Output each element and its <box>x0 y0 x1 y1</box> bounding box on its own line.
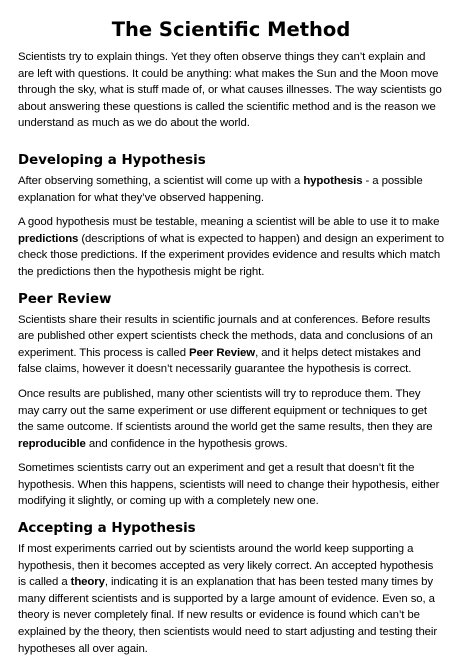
text-run: - a possible explanation for what they’ve observed happening. <box>18 174 423 204</box>
keyword-reproducible: reproducible <box>18 437 86 450</box>
text-run: and confidence in the hypothesis grows. <box>85 437 288 450</box>
developing-paragraph-2 <box>18 214 444 280</box>
spacer <box>18 142 444 152</box>
keyword-hypothesis: hypothesis <box>303 174 363 187</box>
accepting-hypothesis-section <box>18 520 444 657</box>
developing-hypothesis-section <box>18 152 444 281</box>
text-run: If most experiments carried out by scientists around the world keep supporting a hypothesis, then it becomes accepted as very likely correct. An accepted hypothesis is called a <box>18 543 434 589</box>
section-heading-accepting: Accepting a Hypothesis <box>18 521 196 537</box>
text-run: Once results are published, many other scientists will try to reproduce them. They may carry out the same experiment or use different equipment or techniques to get the same outcome. If scientists around the world get the same results, then they are <box>18 387 433 434</box>
page-title: The Scientific Method <box>111 18 351 41</box>
keyword-theory: theory <box>70 576 105 589</box>
text-run: (descriptions of what is expected to happen) and design an experiment to check those predictions. If the experiment provides evidence and results which match the predictions then the hypothesis might be right. <box>18 232 444 278</box>
peer-review-paragraph-2 <box>18 386 444 452</box>
text-run: After observing something, a scientist will come up with a <box>18 174 304 187</box>
peer-review-paragraph-1 <box>18 312 444 378</box>
accepting-paragraph-1 <box>18 541 444 657</box>
developing-paragraph-1 <box>18 173 444 206</box>
peer-review-section <box>18 291 444 511</box>
text-run: Scientists share their results in scientific journals and at conferences. Before results are published other expert scientists check the methods, data and conclusions of an experiment. This process is called <box>18 313 433 359</box>
text-run: , indicating it is an explanation that has been tested many times by many different scientists and is supported by a large amount of evidence. Even so, a theory is never completely final. If new results or evidence is found which can’t be explained by the theory, then scientists would need to start adjusting and testing their hypotheses all over again. <box>18 576 438 655</box>
intro-section <box>18 49 444 132</box>
section-heading-developing: Developing a Hypothesis <box>18 152 206 168</box>
text-run: , and it helps detect mistakes and false claims, however it doesn’t necessarily guarantee the hypothesis is correct. <box>18 346 421 376</box>
keyword-peer-review: Peer Review <box>189 346 256 359</box>
text-run: A good hypothesis must be testable, meaning a scientist will be able to use it to make <box>18 216 440 229</box>
section-heading-peer-review: Peer Review <box>18 291 112 307</box>
keyword-predictions: predictions <box>18 232 79 245</box>
peer-review-paragraph-3: Sometimes scientists carry out an experiment and get a result that doesn’t fit the hypothesis. When this happens, scientists will need to change their hypothesis, either modifying it slightly, or coming up with a completely new one. <box>18 462 440 508</box>
intro-paragraph: Scientists try to explain things. Yet they often observe things they can’t explain and are left with questions. It could be anything: what makes the Sun and the Moon move through the sky, what is stuff made of, or what causes illnesses. The way scientists go about answering these questions is called the scientific method and is the reason we understand as much as we do about the world. <box>18 51 442 130</box>
